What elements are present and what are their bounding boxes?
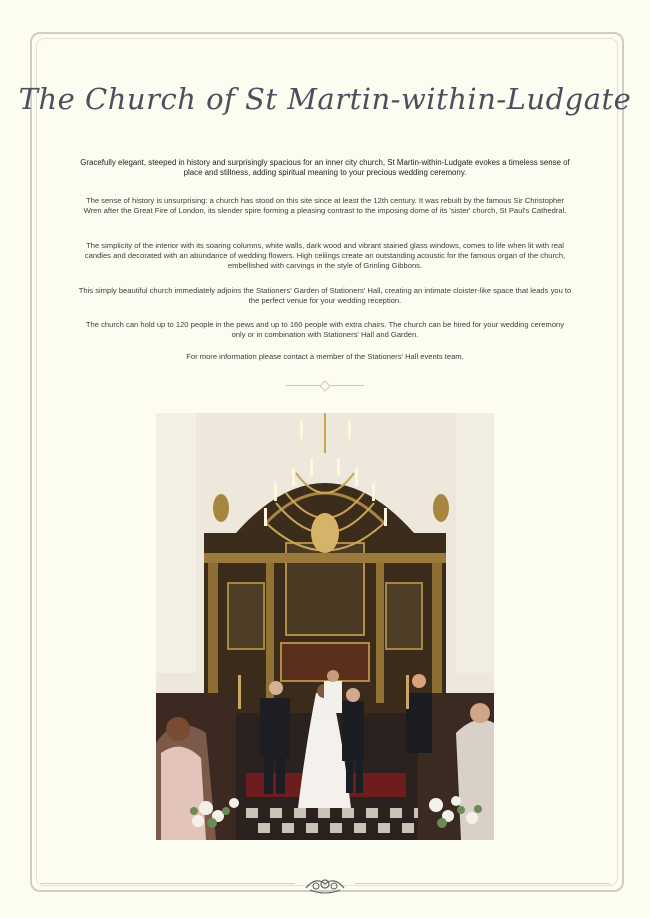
- history-paragraph: The sense of history is unsurprising: a church has stood on this site since at least the 12th century. It was rebuilt by the famous Sir Christopher Wren after the Great Fire of London, its slender spire forming a pleasing contrast to the imposing dome of its 'sister' church, St Paul's Cathedral.: [83, 196, 567, 215]
- intro-paragraph: Gracefully elegant, steeped in history and surprisingly spacious for an inner city church, St Martin-within-Ludgate evokes a timeless sense of place and stillness, adding spiritual meaning to your precious wedding ceremony.: [80, 158, 570, 177]
- garden-paragraph: This simply beautiful church immediately adjoins the Stationers' Garden of Stationers' Hall, creating an intimate cloister-like space that leads you to the perfect venue for your wedding reception.: [78, 286, 572, 305]
- page-title: The Church of St Martin-within-Ludgate: [18, 82, 632, 116]
- floral-ornament-icon: [300, 872, 350, 896]
- footer-rule-left: [40, 883, 295, 884]
- contact-paragraph: For more information please contact a member of the Stationers' Hall events team.: [186, 352, 464, 361]
- footer-rule-right: [355, 883, 610, 884]
- interior-paragraph: The simplicity of the interior with its soaring columns, white walls, dark wood and vibrant stained glass windows, comes to life when lit with real candles and decorated with an abundance of wedding flowers. High ceilings create an outstanding acoustic for the famous organ of the church, embellished with carvings in the style of Grinling Gibbons.: [84, 241, 566, 270]
- capacity-paragraph: The church can hold up to 120 people in the pews and up to 160 people with extra chairs. The church can be hired for your wedding ceremony only or in combination with Stationers' Hall and Garden.: [85, 320, 565, 339]
- section-divider: [286, 385, 364, 386]
- wedding-photo: [156, 413, 494, 840]
